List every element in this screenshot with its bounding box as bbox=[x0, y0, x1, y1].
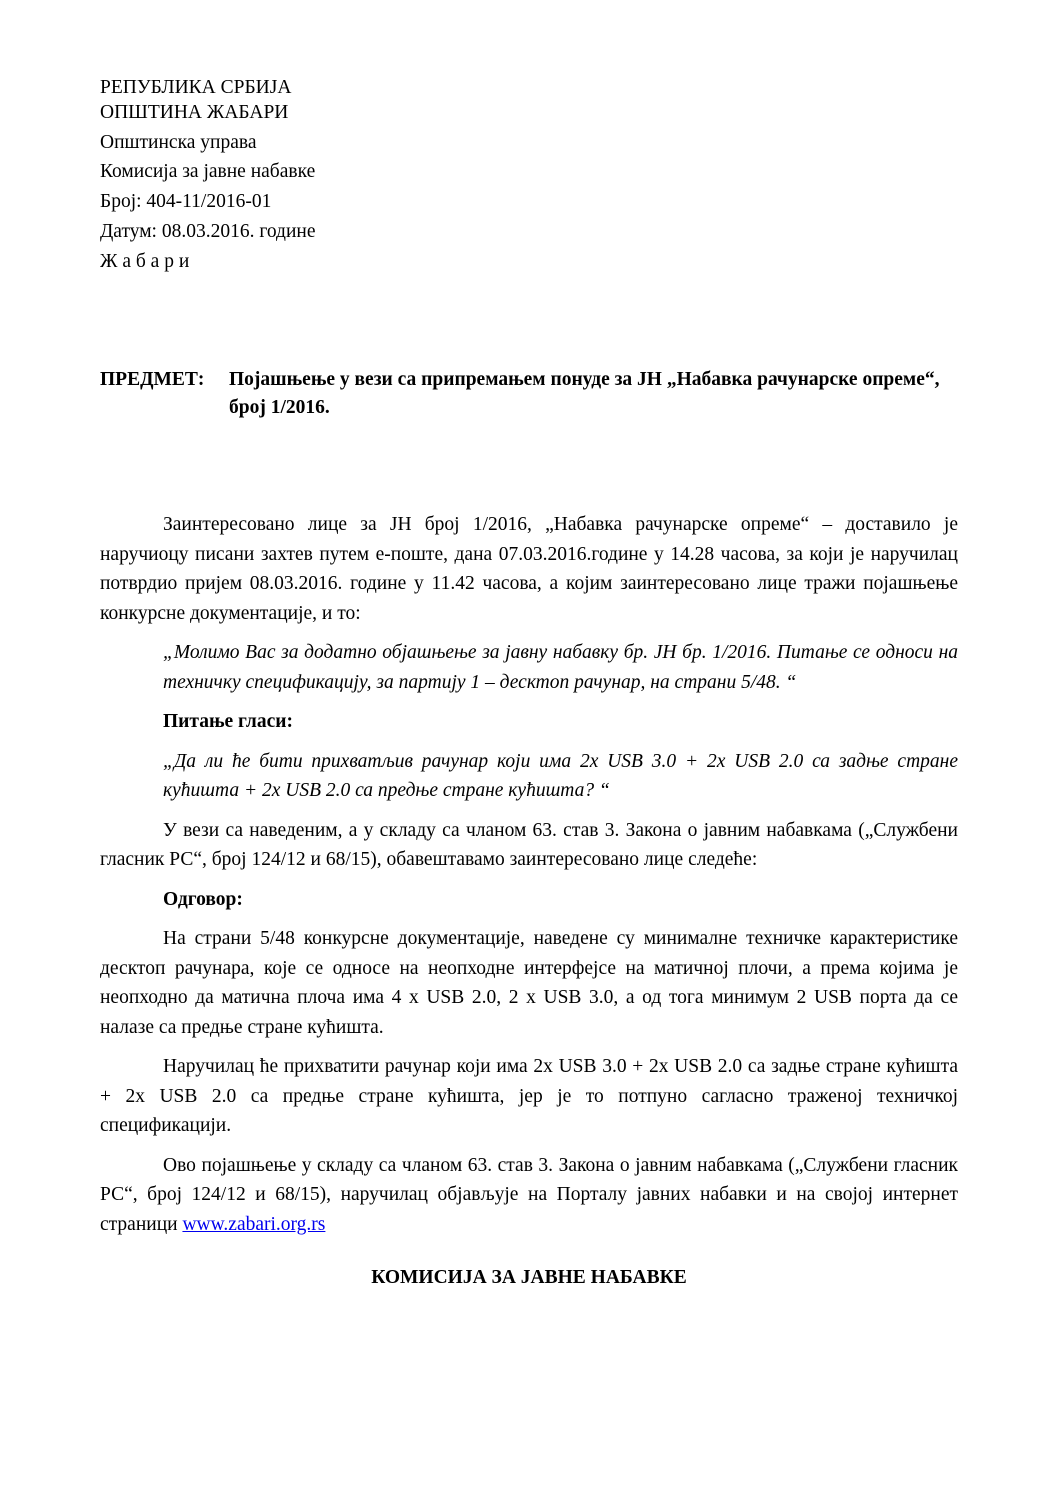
quote-question: „Да ли ће бити прихватљив рачунар који има 2x USB 3.0 + 2x USB 2.0 са задње стране кућишта + 2x USB 2.0 са предње стране кућишта? “ bbox=[163, 750, 958, 801]
question-heading: Питање гласи: bbox=[163, 711, 293, 732]
header-date: Датум: 08.03.2016. године bbox=[100, 221, 316, 242]
answer-heading: Одговор: bbox=[163, 888, 243, 910]
header-municipality: ОПШТИНА ЖАБАРИ bbox=[100, 102, 289, 123]
paragraph-publication bbox=[100, 1151, 958, 1240]
header-administration: Општинска управа bbox=[100, 132, 257, 153]
letter-body bbox=[100, 510, 958, 1239]
paragraph-acceptance: Наручилац ће прихватити рачунар који има 2x USB 3.0 + 2x USB 2.0 са задње стране кућишта + 2x USB 2.0 са предње стране кућишта, јер је то потпуно сагласно траженој техничкој спецификацији. bbox=[100, 1056, 958, 1136]
paragraph-answer: На страни 5/48 конкурсне документације, наведене су минималне техничке карактеристике десктоп рачунара, које се односе на неопходне интерфејсе на матичној плочи, а према којима је неопходно да матична плоча има 4 x USB 2.0, 2 x USB 3.0, а од тога минимум 2 USB порта да се налазе са предње стране кућишта. bbox=[100, 928, 958, 1038]
signature-commission: КОМИСИЈА ЗА ЈАВНЕ НАБАВКЕ bbox=[371, 1267, 687, 1288]
quote-request: „Молимо Вас за додатно објашњење за јавну набавку бр. ЈН бр. 1/2016. Питање се односи на техничку спецификацију, за партију 1 – десктоп рачунар, на страни 5/48. “ bbox=[163, 642, 958, 693]
paragraph-intro: Заинтересовано лице за ЈН број 1/2016, „Набавка рачунарске опреме“ – доставило је наручиоцу писани захтев путем е-поште, дана 07.03.2016.године у 14.28 часова, за који је наручилац потврдио пријем 08.03.2016. године у 11.42 часова, а којим заинтересовано лице тражи појашњење конкурсне документације, и то: bbox=[100, 514, 958, 624]
header-number: Број: 404-11/2016-01 bbox=[100, 191, 272, 212]
header-commission: Комисија за јавне набавке bbox=[100, 161, 316, 182]
subject-text: Појашњење у вези са припремањем понуде за ЈН „Набавка рачунарске опреме“, број 1/2016. bbox=[229, 369, 940, 418]
header-place: Ж а б а р и bbox=[100, 251, 190, 272]
header-republic: РЕПУБЛИКА СРБИЈА bbox=[100, 77, 292, 98]
subject-label: ПРЕДМЕТ: bbox=[100, 369, 205, 390]
paragraph-notice: У вези са наведеним, а у складу са чланом 63. став 3. Закона о јавним набавкама („Службени гласник РС“, број 124/12 и 68/15), обавештавамо заинтересовано лице следеће: bbox=[100, 819, 958, 870]
website-link[interactable]: www.zabari.org.rs bbox=[182, 1213, 326, 1235]
publication-text: Ово појашњење у складу са чланом 63. став 3. Закона о јавним набавкама („Службени гласник РС“, број 124/12 и 68/15), наручилац објављује на Порталу јавних набавки и на својој интернет страници bbox=[100, 1154, 958, 1235]
